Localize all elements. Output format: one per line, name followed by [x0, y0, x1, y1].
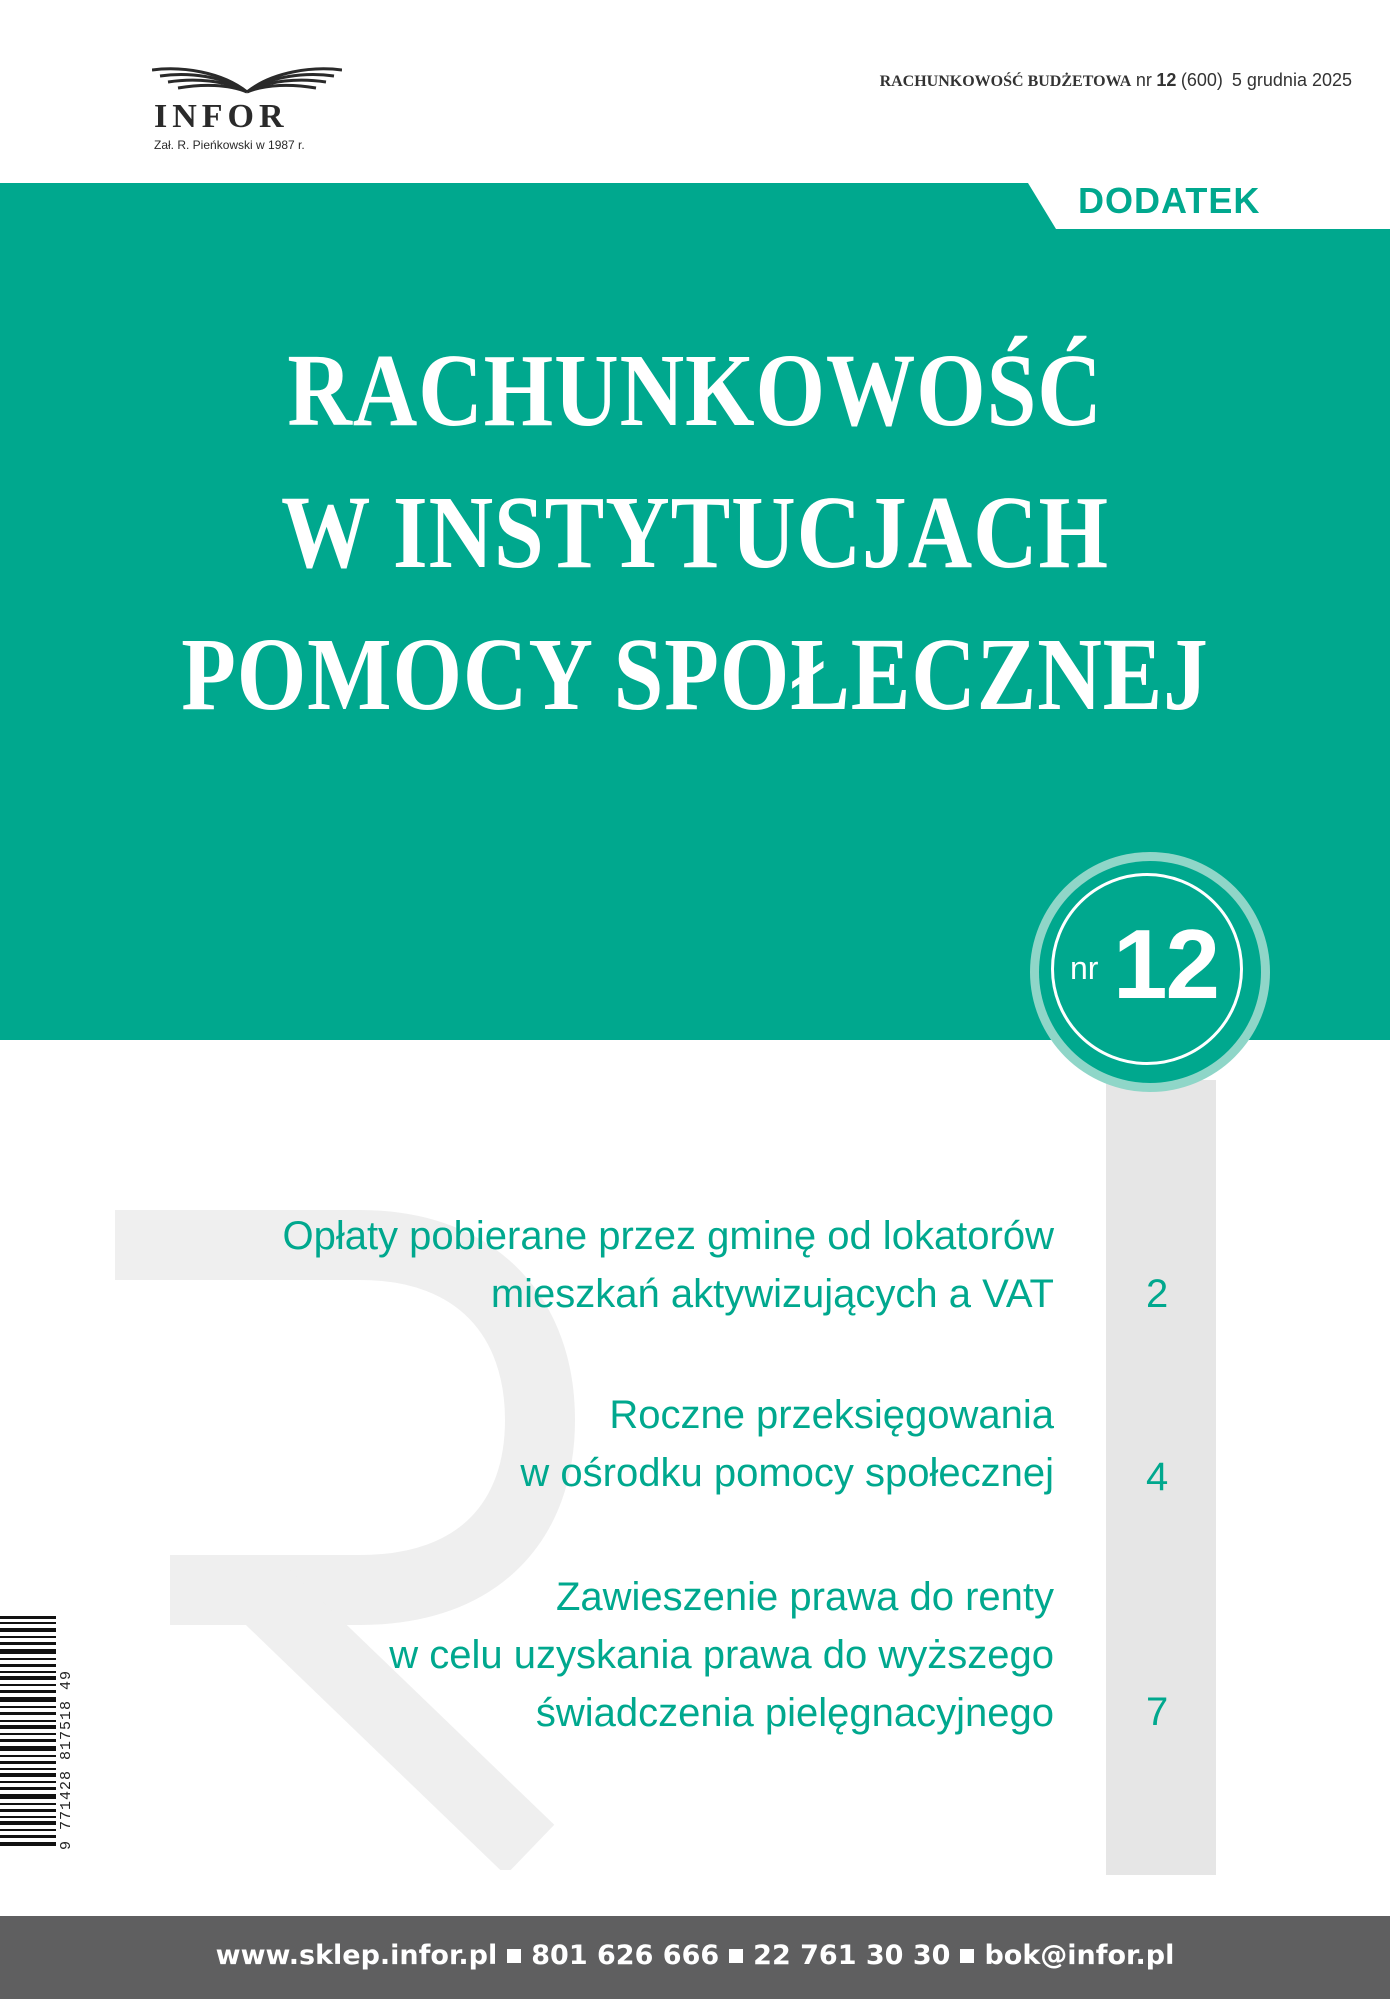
issue-number: 12 [1156, 70, 1177, 90]
square-bullet-icon [729, 1949, 743, 1963]
title-line: POMOCY SPOŁECZNEJ [181, 617, 1209, 732]
cover-title [97, 320, 1292, 746]
toc-item[interactable] [520, 1386, 1054, 1502]
toc-page-number: 4 [1146, 1455, 1169, 1499]
title-line: W INSTYTUCJACH [281, 475, 1109, 590]
dodatek-label: DODATEK [1078, 180, 1261, 221]
barcode-digits: 9 771428 817518 49 [58, 1669, 75, 1850]
square-bullet-icon [960, 1949, 974, 1963]
issue-date: 5 grudnia 2025 [1231, 70, 1352, 90]
footer-website-link[interactable]: www.sklep.infor.pl [215, 1940, 498, 1971]
issue-total: (600) [1180, 70, 1223, 90]
toc-item[interactable] [282, 1207, 1054, 1323]
toc-item-line: Opłaty pobierane przez gminę od lokatorów [282, 1214, 1054, 1258]
logo-wordmark: INFOR [154, 98, 289, 135]
issue-prefix: nr [1135, 70, 1152, 90]
square-bullet-icon [507, 1949, 521, 1963]
infor-logo [148, 58, 348, 158]
logo-subtitle: Zał. R. Pieńkowski w 1987 r. [154, 138, 305, 152]
toc-item-line: Zawieszenie prawa do renty [555, 1575, 1054, 1619]
footer-contact [0, 1940, 1390, 1971]
toc-item-line: Roczne przeksięgowania [609, 1393, 1054, 1437]
footer-phone-2: 22 761 30 30 [753, 1940, 951, 1971]
issue-line [880, 70, 1352, 91]
toc-item-line: w ośrodku pomocy społecznej [520, 1451, 1054, 1495]
toc-page-number: 2 [1146, 1272, 1169, 1316]
issue-badge-label: nr [1070, 950, 1099, 986]
toc-page-number: 7 [1146, 1690, 1169, 1734]
toc-item-line: w celu uzyskania prawa do wyższego [389, 1633, 1054, 1677]
book-wings-icon [152, 58, 342, 98]
toc-item[interactable] [389, 1568, 1054, 1742]
footer-phone-1: 801 626 666 [531, 1940, 720, 1971]
publication-name: RACHUNKOWOŚĆ BUDŻETOWA [879, 73, 1132, 90]
toc-item-line: świadczenia pielęgnacyjnego [535, 1691, 1054, 1735]
footer-email-link[interactable]: bok@infor.pl [984, 1940, 1175, 1971]
issue-badge-number: 12 [1113, 909, 1219, 1019]
barcode [0, 1612, 60, 1852]
title-line: RACHUNKOWOŚĆ [287, 333, 1103, 448]
toc-item-line: mieszkań aktywizujących a VAT [490, 1272, 1054, 1316]
